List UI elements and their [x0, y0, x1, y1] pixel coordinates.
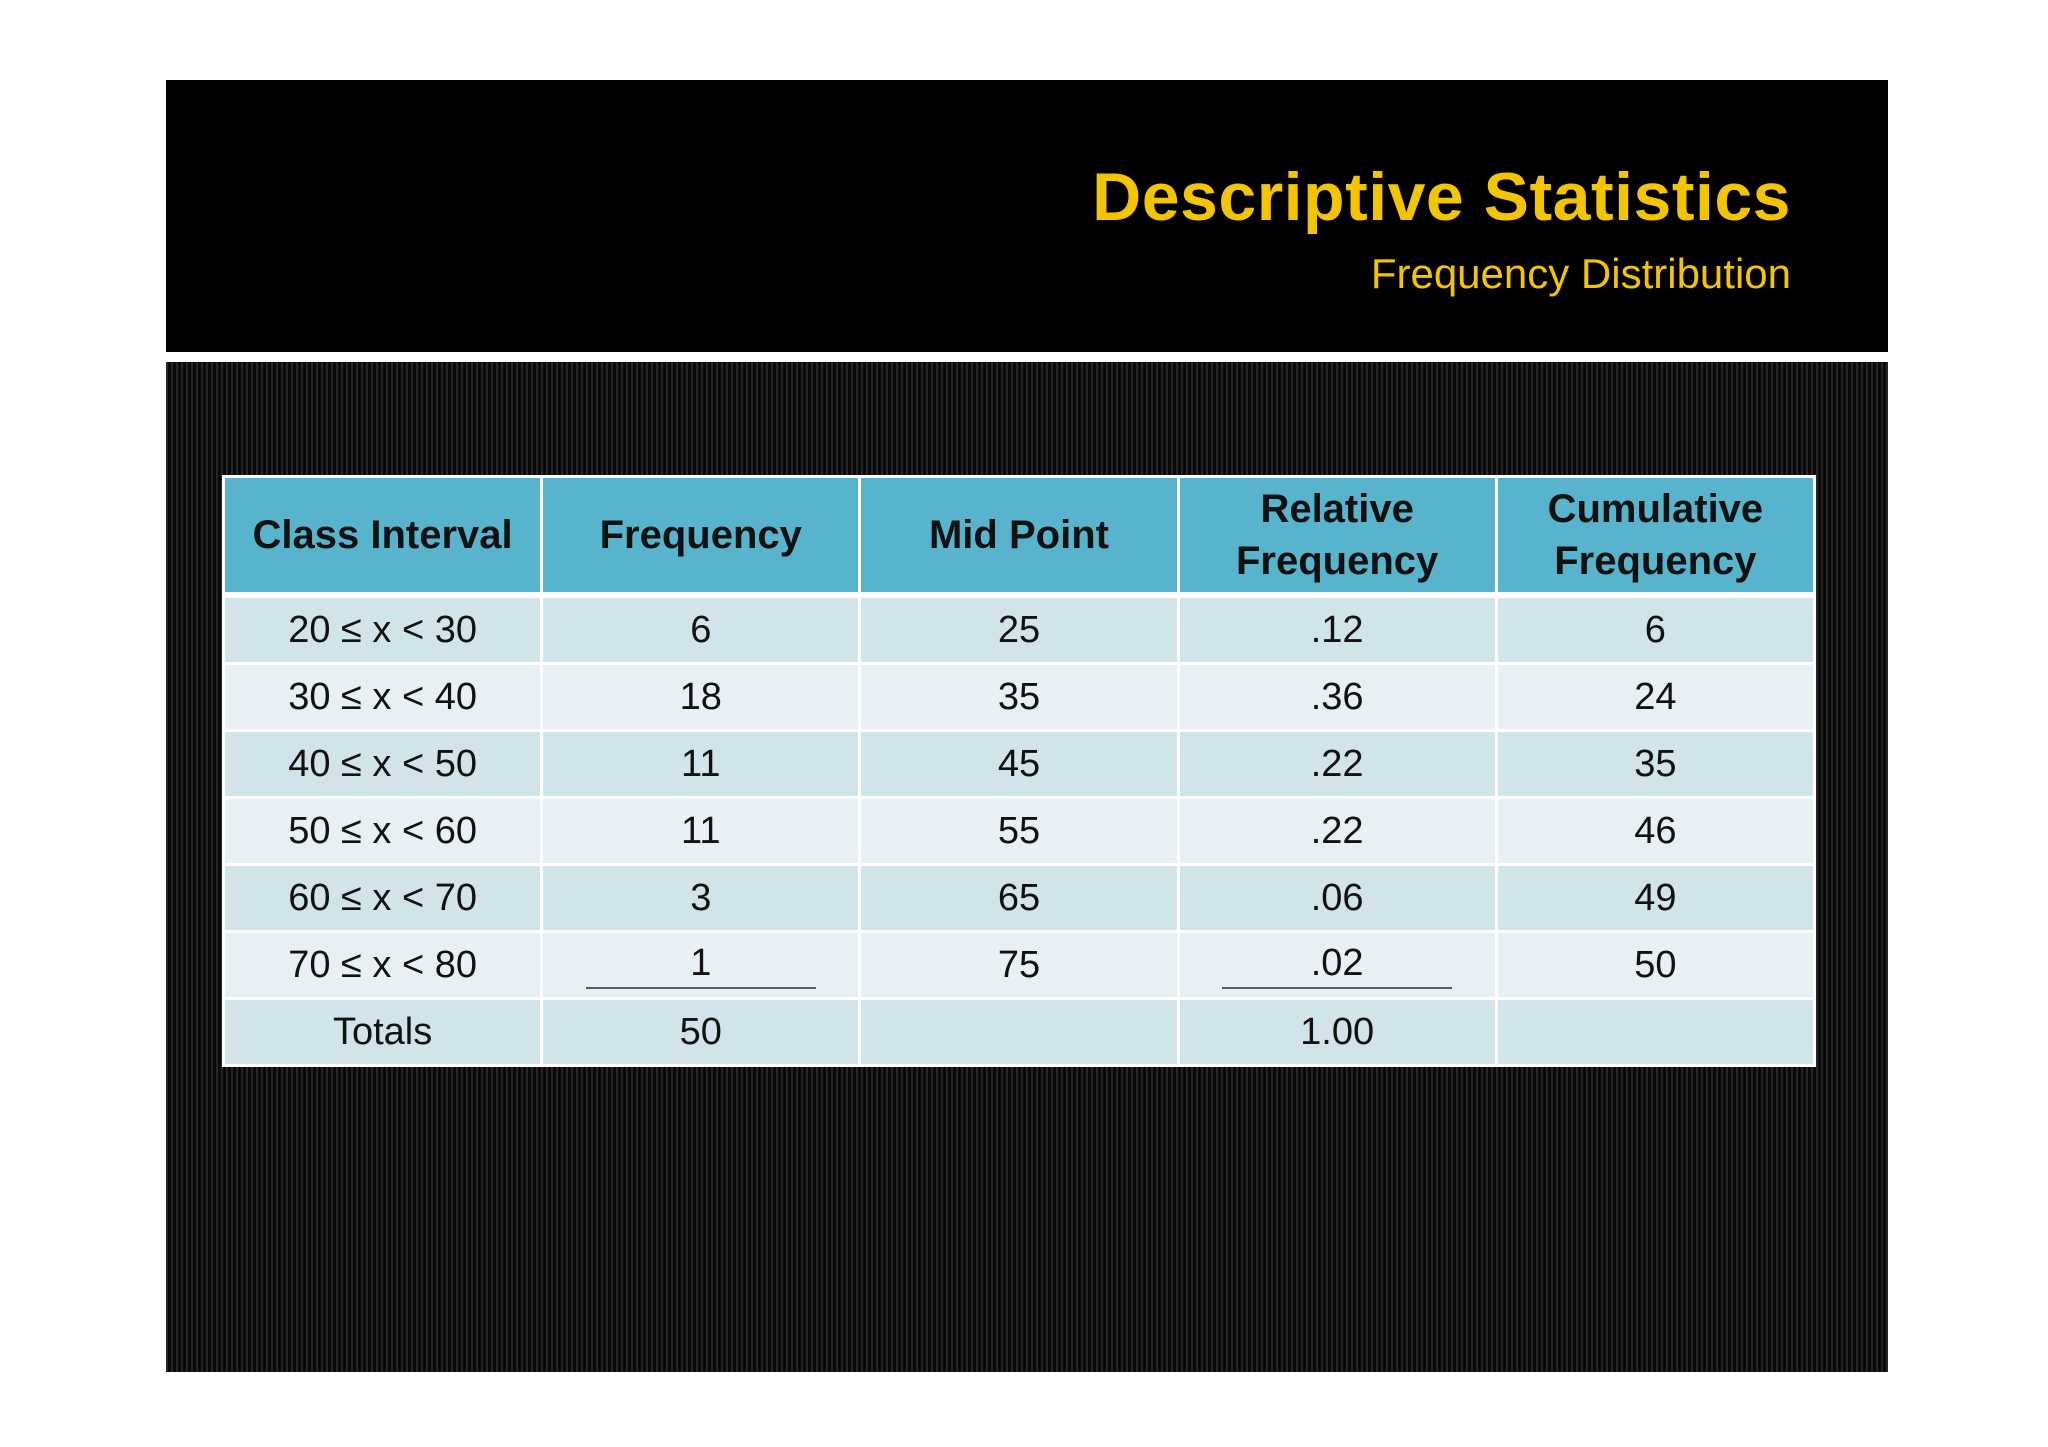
table-row: [224, 664, 1815, 731]
header-divider: [166, 352, 1888, 362]
cell-frequency: 3: [542, 865, 860, 932]
cell-relative-frequency: .12: [1178, 595, 1496, 664]
cell-cumulative-frequency: 49: [1496, 865, 1814, 932]
totals-row: [224, 999, 1815, 1066]
table-row: [224, 865, 1815, 932]
cell-frequency: [542, 932, 860, 999]
table-row: [224, 932, 1815, 999]
cell-cumulative-frequency: 6: [1496, 595, 1814, 664]
cell-class-interval: 40 ≤ x < 50: [224, 731, 542, 798]
table-row: [224, 731, 1815, 798]
cell-totals-label: Totals: [224, 999, 542, 1066]
cell-cumulative-frequency: 35: [1496, 731, 1814, 798]
table-row: [224, 595, 1815, 664]
underlined-relative-value: .02: [1222, 941, 1452, 989]
slide-subtitle: Frequency Distribution: [1370, 250, 1791, 297]
cell-class-interval: 70 ≤ x < 80: [224, 932, 542, 999]
header-relative-frequency: Relative Frequency: [1178, 477, 1496, 596]
slide-header: [166, 80, 1888, 352]
cell-frequency: 11: [542, 798, 860, 865]
frequency-distribution-table: [222, 475, 1816, 1067]
header-mid-point: Mid Point: [860, 477, 1178, 596]
cell-total-mid-point: [860, 999, 1178, 1066]
cell-mid-point: 65: [860, 865, 1178, 932]
cell-cumulative-frequency: 46: [1496, 798, 1814, 865]
slide-title: Descriptive Statistics: [1092, 159, 1791, 235]
cell-mid-point: 45: [860, 731, 1178, 798]
cell-mid-point: 35: [860, 664, 1178, 731]
header-cumulative-frequency: Cumulative Frequency: [1496, 477, 1814, 596]
table-header-row: [224, 477, 1815, 596]
header-class-interval: Class Interval: [224, 477, 542, 596]
cell-frequency: 6: [542, 595, 860, 664]
underlined-frequency-value: 1: [586, 941, 816, 989]
cell-relative-frequency: .36: [1178, 664, 1496, 731]
cell-class-interval: 30 ≤ x < 40: [224, 664, 542, 731]
cell-relative-frequency: [1178, 932, 1496, 999]
cell-mid-point: 75: [860, 932, 1178, 999]
cell-total-relative-frequency: 1.00: [1178, 999, 1496, 1066]
cell-mid-point: 25: [860, 595, 1178, 664]
cell-relative-frequency: .22: [1178, 731, 1496, 798]
cell-class-interval: 60 ≤ x < 70: [224, 865, 542, 932]
cell-frequency: 18: [542, 664, 860, 731]
cell-mid-point: 55: [860, 798, 1178, 865]
slide: [166, 80, 1888, 1372]
header-frequency: Frequency: [542, 477, 860, 596]
slide-body: [166, 362, 1888, 1372]
cell-class-interval: 20 ≤ x < 30: [224, 595, 542, 664]
cell-total-frequency: 50: [542, 999, 860, 1066]
cell-frequency: 11: [542, 731, 860, 798]
cell-relative-frequency: .06: [1178, 865, 1496, 932]
cell-class-interval: 50 ≤ x < 60: [224, 798, 542, 865]
cell-relative-frequency: .22: [1178, 798, 1496, 865]
cell-total-cumulative-frequency: [1496, 999, 1814, 1066]
cell-cumulative-frequency: 50: [1496, 932, 1814, 999]
cell-cumulative-frequency: 24: [1496, 664, 1814, 731]
table-row: [224, 798, 1815, 865]
